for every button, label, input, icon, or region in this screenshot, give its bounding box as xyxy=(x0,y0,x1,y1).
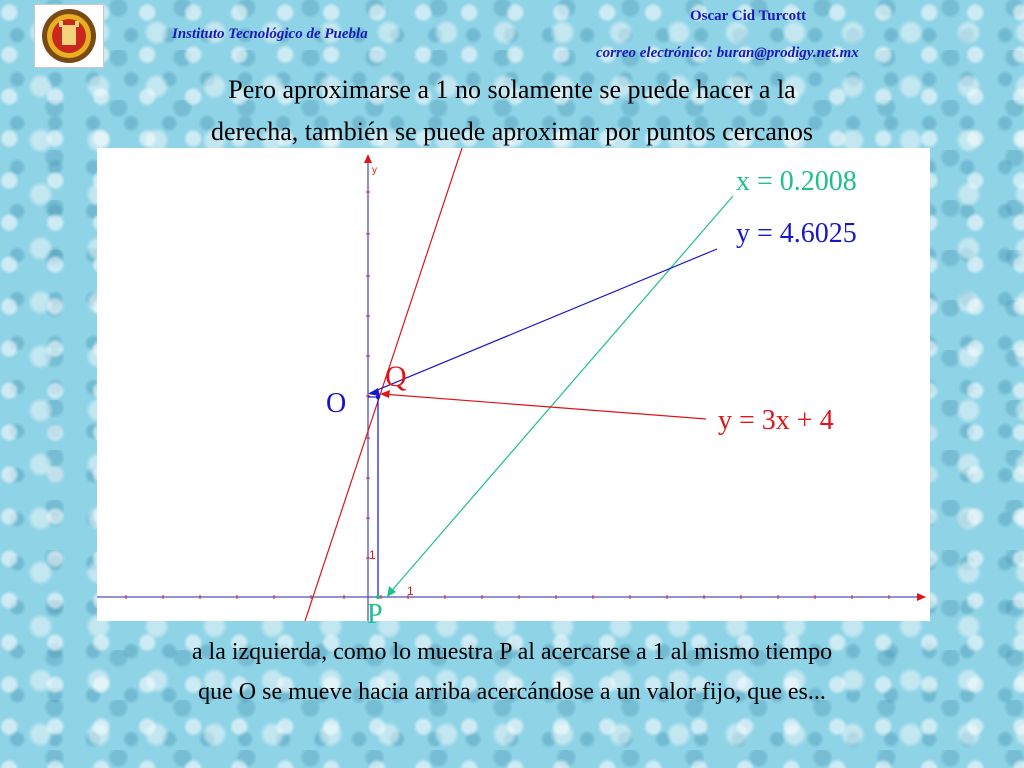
slide-caption-line-1: a la izquierda, como lo muestra P al acercarse a 1 al mismo tiempo xyxy=(191,639,833,665)
author-email: correo electrónico: buran@prodigy.net.mx xyxy=(596,45,859,61)
arrow-y-to-O xyxy=(370,249,717,393)
slide-heading-line-1: Pero aproximarse a 1 no solamente se puede hacer a la xyxy=(228,75,796,104)
x-axis-arrow xyxy=(917,593,926,601)
slide-caption-line-2: que O se mueve hacia arriba acercándose a un valor fijo, que es... xyxy=(198,679,826,705)
x-axis-tick-label: 1 xyxy=(407,584,414,598)
point-P-label: P xyxy=(367,599,383,630)
institution-name: Instituto Tecnológico de Puebla xyxy=(172,26,368,42)
point-O-label: O xyxy=(326,388,347,419)
author-name: Oscar Cid Turcott xyxy=(690,8,807,24)
y-axis-tick-label: 1 xyxy=(369,548,376,562)
y-value-readout: y = 4.6025 xyxy=(736,218,857,249)
x-value-readout: x = 0.2008 xyxy=(736,166,857,197)
institute-logo xyxy=(34,4,104,68)
line-y-3x-plus-4 xyxy=(305,148,462,621)
arrow-y-to-O-head xyxy=(368,388,380,396)
slide-heading-line-2: derecha, también se puede aproximar por puntos cercanos xyxy=(210,117,814,146)
graph-figure xyxy=(97,148,930,630)
y-axis-name: y xyxy=(372,165,377,176)
arrow-x-to-P xyxy=(388,196,733,595)
point-Q-label: Q xyxy=(385,360,407,393)
y-axis-arrow xyxy=(364,154,372,163)
line-equation-label: y = 3x + 4 xyxy=(718,405,834,436)
